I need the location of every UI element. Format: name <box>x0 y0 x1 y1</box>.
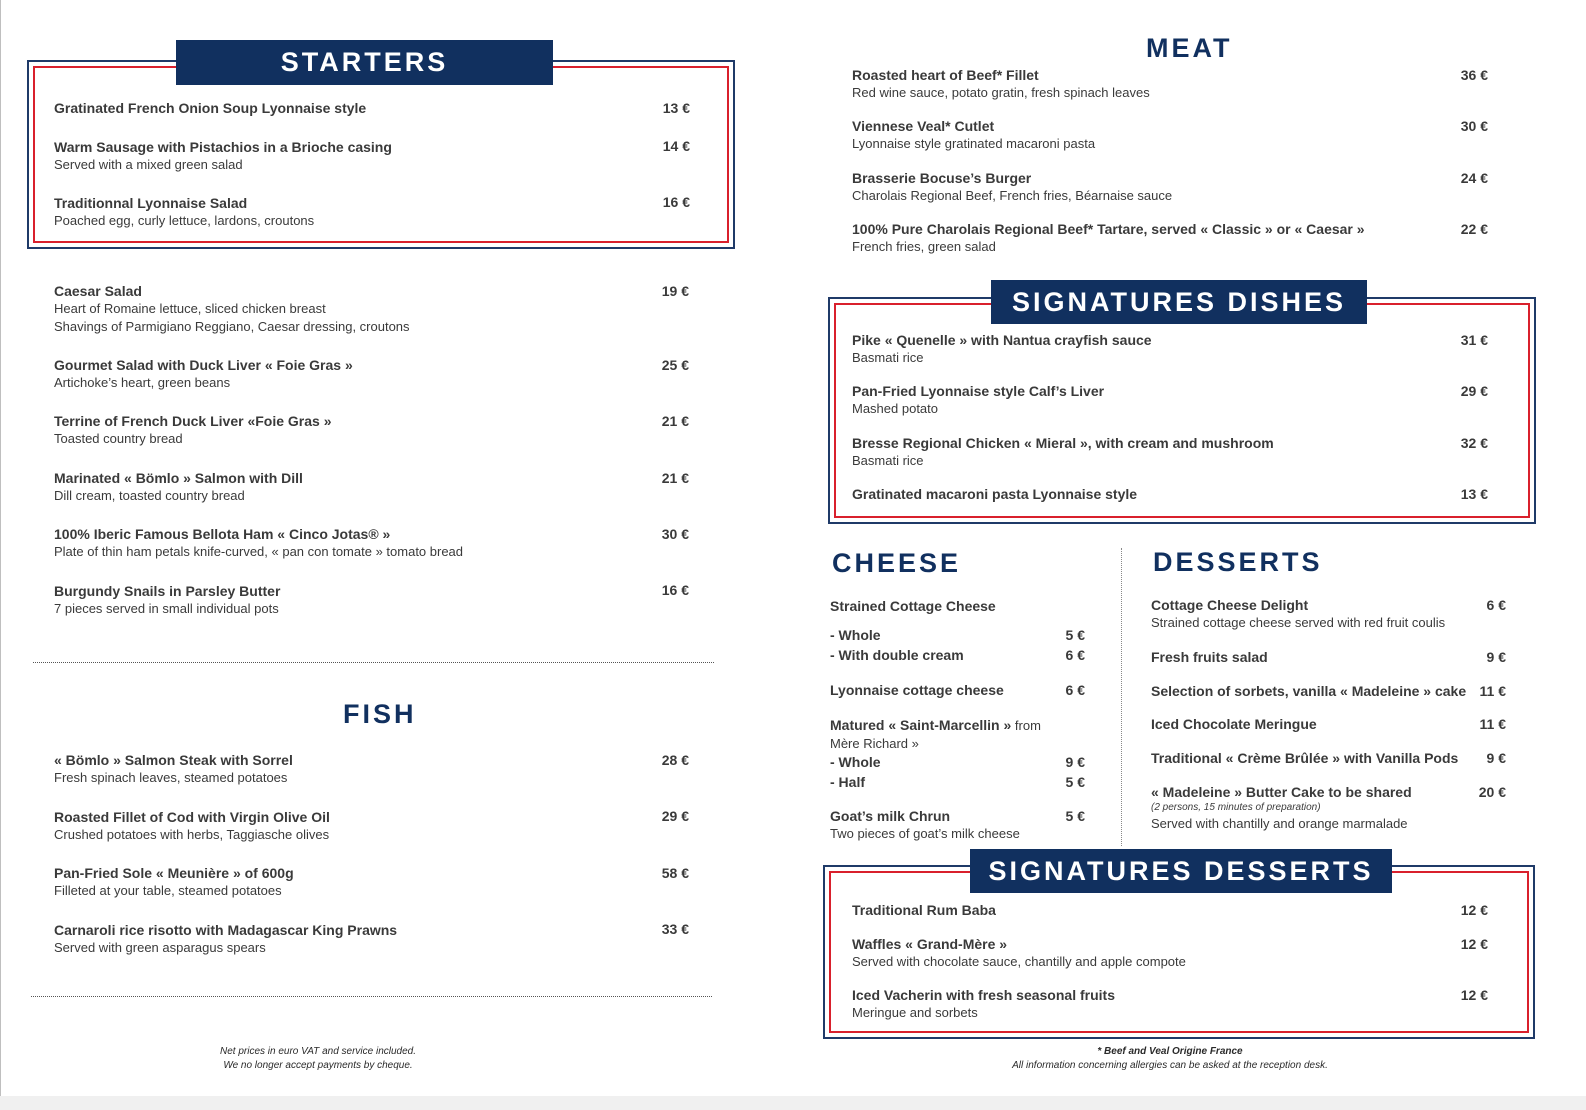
signature-dish-item <box>852 382 1104 418</box>
footer-origin-note: * Beef and Veal Origine France <box>1097 1046 1243 1057</box>
section-divider <box>33 662 714 663</box>
dessert-item <box>1151 648 1268 666</box>
meat-item <box>852 117 1095 153</box>
item-description: French fries, green salad <box>852 239 996 254</box>
item-name: Gratinated macaroni pasta Lyonnaise style <box>852 486 1138 502</box>
item-price: 11 € <box>1479 683 1506 699</box>
item-name: « Bömlo » Salmon Steak with Sorrel <box>54 752 293 768</box>
item-description: Served with chantilly and orange marmalade <box>1151 816 1408 831</box>
meat-item <box>852 169 1172 205</box>
item-name: Gratinated French Onion Soup Lyonnaise style <box>54 100 367 116</box>
cheese-title: CHEESE <box>832 548 962 578</box>
item-price: 12 € <box>1460 902 1488 918</box>
item-description: Mère Richard » <box>830 736 919 751</box>
item-name: Pan-Fried Lyonnaise style Calf’s Liver <box>852 383 1105 399</box>
item-name: Strained Cottage Cheese <box>830 598 996 614</box>
option-label: - Whole <box>830 754 881 770</box>
signature-dessert-item <box>852 935 1186 971</box>
item-price: 36 € <box>1460 67 1488 83</box>
meat-item <box>852 220 1365 256</box>
fish-item <box>54 921 397 957</box>
starters-title: STARTERS <box>176 40 553 85</box>
item-price: 5 € <box>1065 774 1085 790</box>
item-name: 100% Iberic Famous Bellota Ham « Cinco Jotas® » <box>54 526 391 542</box>
item-description: Lyonnaise style gratinated macaroni pasta <box>852 136 1096 151</box>
item-description: Red wine sauce, potato gratin, fresh spinach leaves <box>852 85 1150 100</box>
item-price: 31 € <box>1460 332 1488 348</box>
dessert-item <box>1151 682 1466 700</box>
item-description: Basmati rice <box>852 350 924 365</box>
item-name: Burgundy Snails in Parsley Butter <box>54 583 281 599</box>
item-name: Waffles « Grand-Mère » <box>852 936 1008 952</box>
item-price: 33 € <box>661 921 689 937</box>
item-name-from: from <box>1011 718 1041 733</box>
item-name: Traditionnal Lyonnaise Salad <box>54 195 248 211</box>
item-price: 22 € <box>1460 221 1488 237</box>
meat-title: MEAT <box>1146 33 1233 63</box>
item-description: Heart of Romaine lettuce, sliced chicken breast <box>54 301 326 316</box>
fish-item <box>54 864 294 900</box>
item-name: 100% Pure Charolais Regional Beef* Tartare, served « Classic » or « Caesar » <box>852 221 1365 237</box>
item-description: Mashed potato <box>852 401 939 416</box>
item-price: 9 € <box>1486 649 1506 665</box>
item-description: Dill cream, toasted country bread <box>54 488 245 503</box>
item-price: 12 € <box>1460 987 1488 1003</box>
footer-left-note <box>168 1045 468 1073</box>
starter-item <box>54 194 314 230</box>
starter-item <box>54 469 303 505</box>
item-price: 16 € <box>661 582 689 598</box>
item-description: 7 pieces served in small individual pots <box>54 601 279 616</box>
item-price: 24 € <box>1460 170 1488 186</box>
item-description: Strained cottage cheese served with red fruit coulis <box>1151 615 1446 630</box>
item-name-main: Matured « Saint-Marcellin » <box>830 717 1012 733</box>
footer-right-note <box>990 1045 1350 1073</box>
section-divider <box>31 996 712 997</box>
column-divider <box>1121 548 1122 846</box>
cheese-item <box>830 597 996 615</box>
item-name: Bresse Regional Chicken « Mieral », with cream and mushroom <box>852 435 1274 451</box>
starter-item <box>54 282 410 336</box>
item-note: (2 persons, 15 minutes of preparation) <box>1151 802 1321 813</box>
fish-title: FISH <box>343 699 417 729</box>
option-label: - Whole <box>830 627 881 643</box>
dessert-item <box>1151 783 1412 833</box>
item-description: Fresh spinach leaves, steamed potatoes <box>54 770 288 785</box>
item-name <box>830 716 1041 735</box>
option-label: - Half <box>830 774 865 790</box>
item-name: « Madeleine » Butter Cake to be shared <box>1151 784 1412 800</box>
cheese-item <box>830 807 1020 843</box>
desserts-title: DESSERTS <box>1153 547 1323 577</box>
starter-item <box>54 582 280 618</box>
starter-item <box>54 412 332 448</box>
item-name: Caesar Salad <box>54 283 142 299</box>
item-description: Two pieces of goat’s milk cheese <box>830 826 1020 841</box>
item-name: Iced Vacherin with fresh seasonal fruits <box>852 987 1115 1003</box>
cheese-item <box>830 716 1041 791</box>
item-name: Cottage Cheese Delight <box>1151 597 1309 613</box>
footer-cheque-note: We no longer accept payments by cheque. <box>223 1060 413 1071</box>
item-name: Pike « Quenelle » with Nantua crayfish sauce <box>852 332 1152 348</box>
item-price: 5 € <box>1065 627 1085 643</box>
item-name: Pan-Fried Sole « Meunière » of 600g <box>54 865 294 881</box>
item-description: Meringue and sorbets <box>852 1005 978 1020</box>
footer-vat-note: Net prices in euro VAT and service included. <box>219 1046 417 1057</box>
dessert-item <box>1151 715 1317 733</box>
item-name: Selection of sorbets, vanilla « Madeleine » cake <box>1151 683 1467 699</box>
meat-item <box>852 66 1150 102</box>
item-description: Basmati rice <box>852 453 924 468</box>
signature-dish-item <box>852 331 1152 367</box>
dessert-item <box>1151 596 1445 632</box>
signature-dessert-item <box>852 901 996 919</box>
item-price: 30 € <box>1460 118 1488 134</box>
item-price: 6 € <box>1065 682 1085 698</box>
item-name: Roasted Fillet of Cod with Virgin Olive Oil <box>54 809 330 825</box>
item-price: 20 € <box>1478 784 1506 800</box>
starter-item <box>54 138 392 174</box>
signature-dish-item <box>852 434 1274 470</box>
item-price: 29 € <box>1460 383 1488 399</box>
signature-dish-item <box>852 485 1137 503</box>
item-price: 9 € <box>1486 750 1506 766</box>
item-name: Brasserie Bocuse’s Burger <box>852 170 1032 186</box>
signature-dessert-item <box>852 986 1115 1022</box>
item-price: 13 € <box>1460 486 1488 502</box>
item-description: Shavings of Parmigiano Reggiano, Caesar dressing, croutons <box>54 319 410 334</box>
item-name: Terrine of French Duck Liver «Foie Gras » <box>54 413 332 429</box>
item-name: Roasted heart of Beef* Fillet <box>852 67 1039 83</box>
item-price: 11 € <box>1479 716 1506 732</box>
starter-item <box>54 99 366 117</box>
page-bottom-shade <box>0 1096 1586 1110</box>
dessert-item <box>1151 749 1458 767</box>
cheese-item <box>830 681 1004 699</box>
item-description: Toasted country bread <box>54 431 183 446</box>
item-price: 21 € <box>661 413 689 429</box>
item-name: Traditional Rum Baba <box>852 902 996 918</box>
item-price: 28 € <box>661 752 689 768</box>
item-description: Artichoke’s heart, green beans <box>54 375 231 390</box>
signature-dishes-title: SIGNATURES DISHES <box>991 280 1367 324</box>
item-description: Filleted at your table, steamed potatoes <box>54 883 282 898</box>
item-price: 29 € <box>661 808 689 824</box>
item-name: Traditional « Crème Brûlée » with Vanilla Pods <box>1151 750 1459 766</box>
item-price: 30 € <box>661 526 689 542</box>
item-description: Served with green asparagus spears <box>54 940 266 955</box>
item-description: Plate of thin ham petals knife-curved, « pan con tomate » tomato bread <box>54 544 464 559</box>
item-name: Viennese Veal* Cutlet <box>852 118 995 134</box>
item-price: 6 € <box>1486 597 1506 613</box>
item-price: 58 € <box>661 865 689 881</box>
item-description: Crushed potatoes with herbs, Taggiasche olives <box>54 827 330 842</box>
item-price: 25 € <box>661 357 689 373</box>
fish-item <box>54 751 293 787</box>
page-edge <box>0 0 1 1096</box>
item-price: 12 € <box>1460 936 1488 952</box>
item-name: Gourmet Salad with Duck Liver « Foie Gras » <box>54 357 353 373</box>
option-label: - With double cream <box>830 647 964 663</box>
starter-item <box>54 356 353 392</box>
item-price: 21 € <box>661 470 689 486</box>
item-name: Marinated « Bömlo » Salmon with Dill <box>54 470 303 486</box>
item-price: 19 € <box>661 283 689 299</box>
item-price: 5 € <box>1065 808 1085 824</box>
fish-item <box>54 808 330 844</box>
item-price: 6 € <box>1065 647 1085 663</box>
item-price: 13 € <box>662 100 690 116</box>
item-name: Lyonnaise cottage cheese <box>830 682 1004 698</box>
item-name: Goat’s milk Chrun <box>830 808 951 824</box>
item-name: Iced Chocolate Meringue <box>1151 716 1317 732</box>
item-price: 9 € <box>1065 754 1085 770</box>
signature-desserts-title: SIGNATURES DESSERTS <box>970 849 1392 893</box>
item-description: Poached egg, curly lettuce, lardons, croutons <box>54 213 315 228</box>
starter-item <box>54 525 463 561</box>
item-name: Carnaroli rice risotto with Madagascar King Prawns <box>54 922 398 938</box>
item-price: 14 € <box>662 138 690 154</box>
item-price: 32 € <box>1460 435 1488 451</box>
cheese-option <box>830 626 964 664</box>
item-description: Served with chocolate sauce, chantilly and apple compote <box>852 954 1186 969</box>
item-description: Charolais Regional Beef, French fries, Béarnaise sauce <box>852 188 1173 203</box>
footer-allergy-note: All information concerning allergies can be asked at the reception desk. <box>1012 1060 1328 1071</box>
item-name: Fresh fruits salad <box>1151 649 1268 665</box>
item-name: Warm Sausage with Pistachios in a Brioche casing <box>54 139 392 155</box>
item-price: 16 € <box>662 194 690 210</box>
item-description: Served with a mixed green salad <box>54 157 243 172</box>
